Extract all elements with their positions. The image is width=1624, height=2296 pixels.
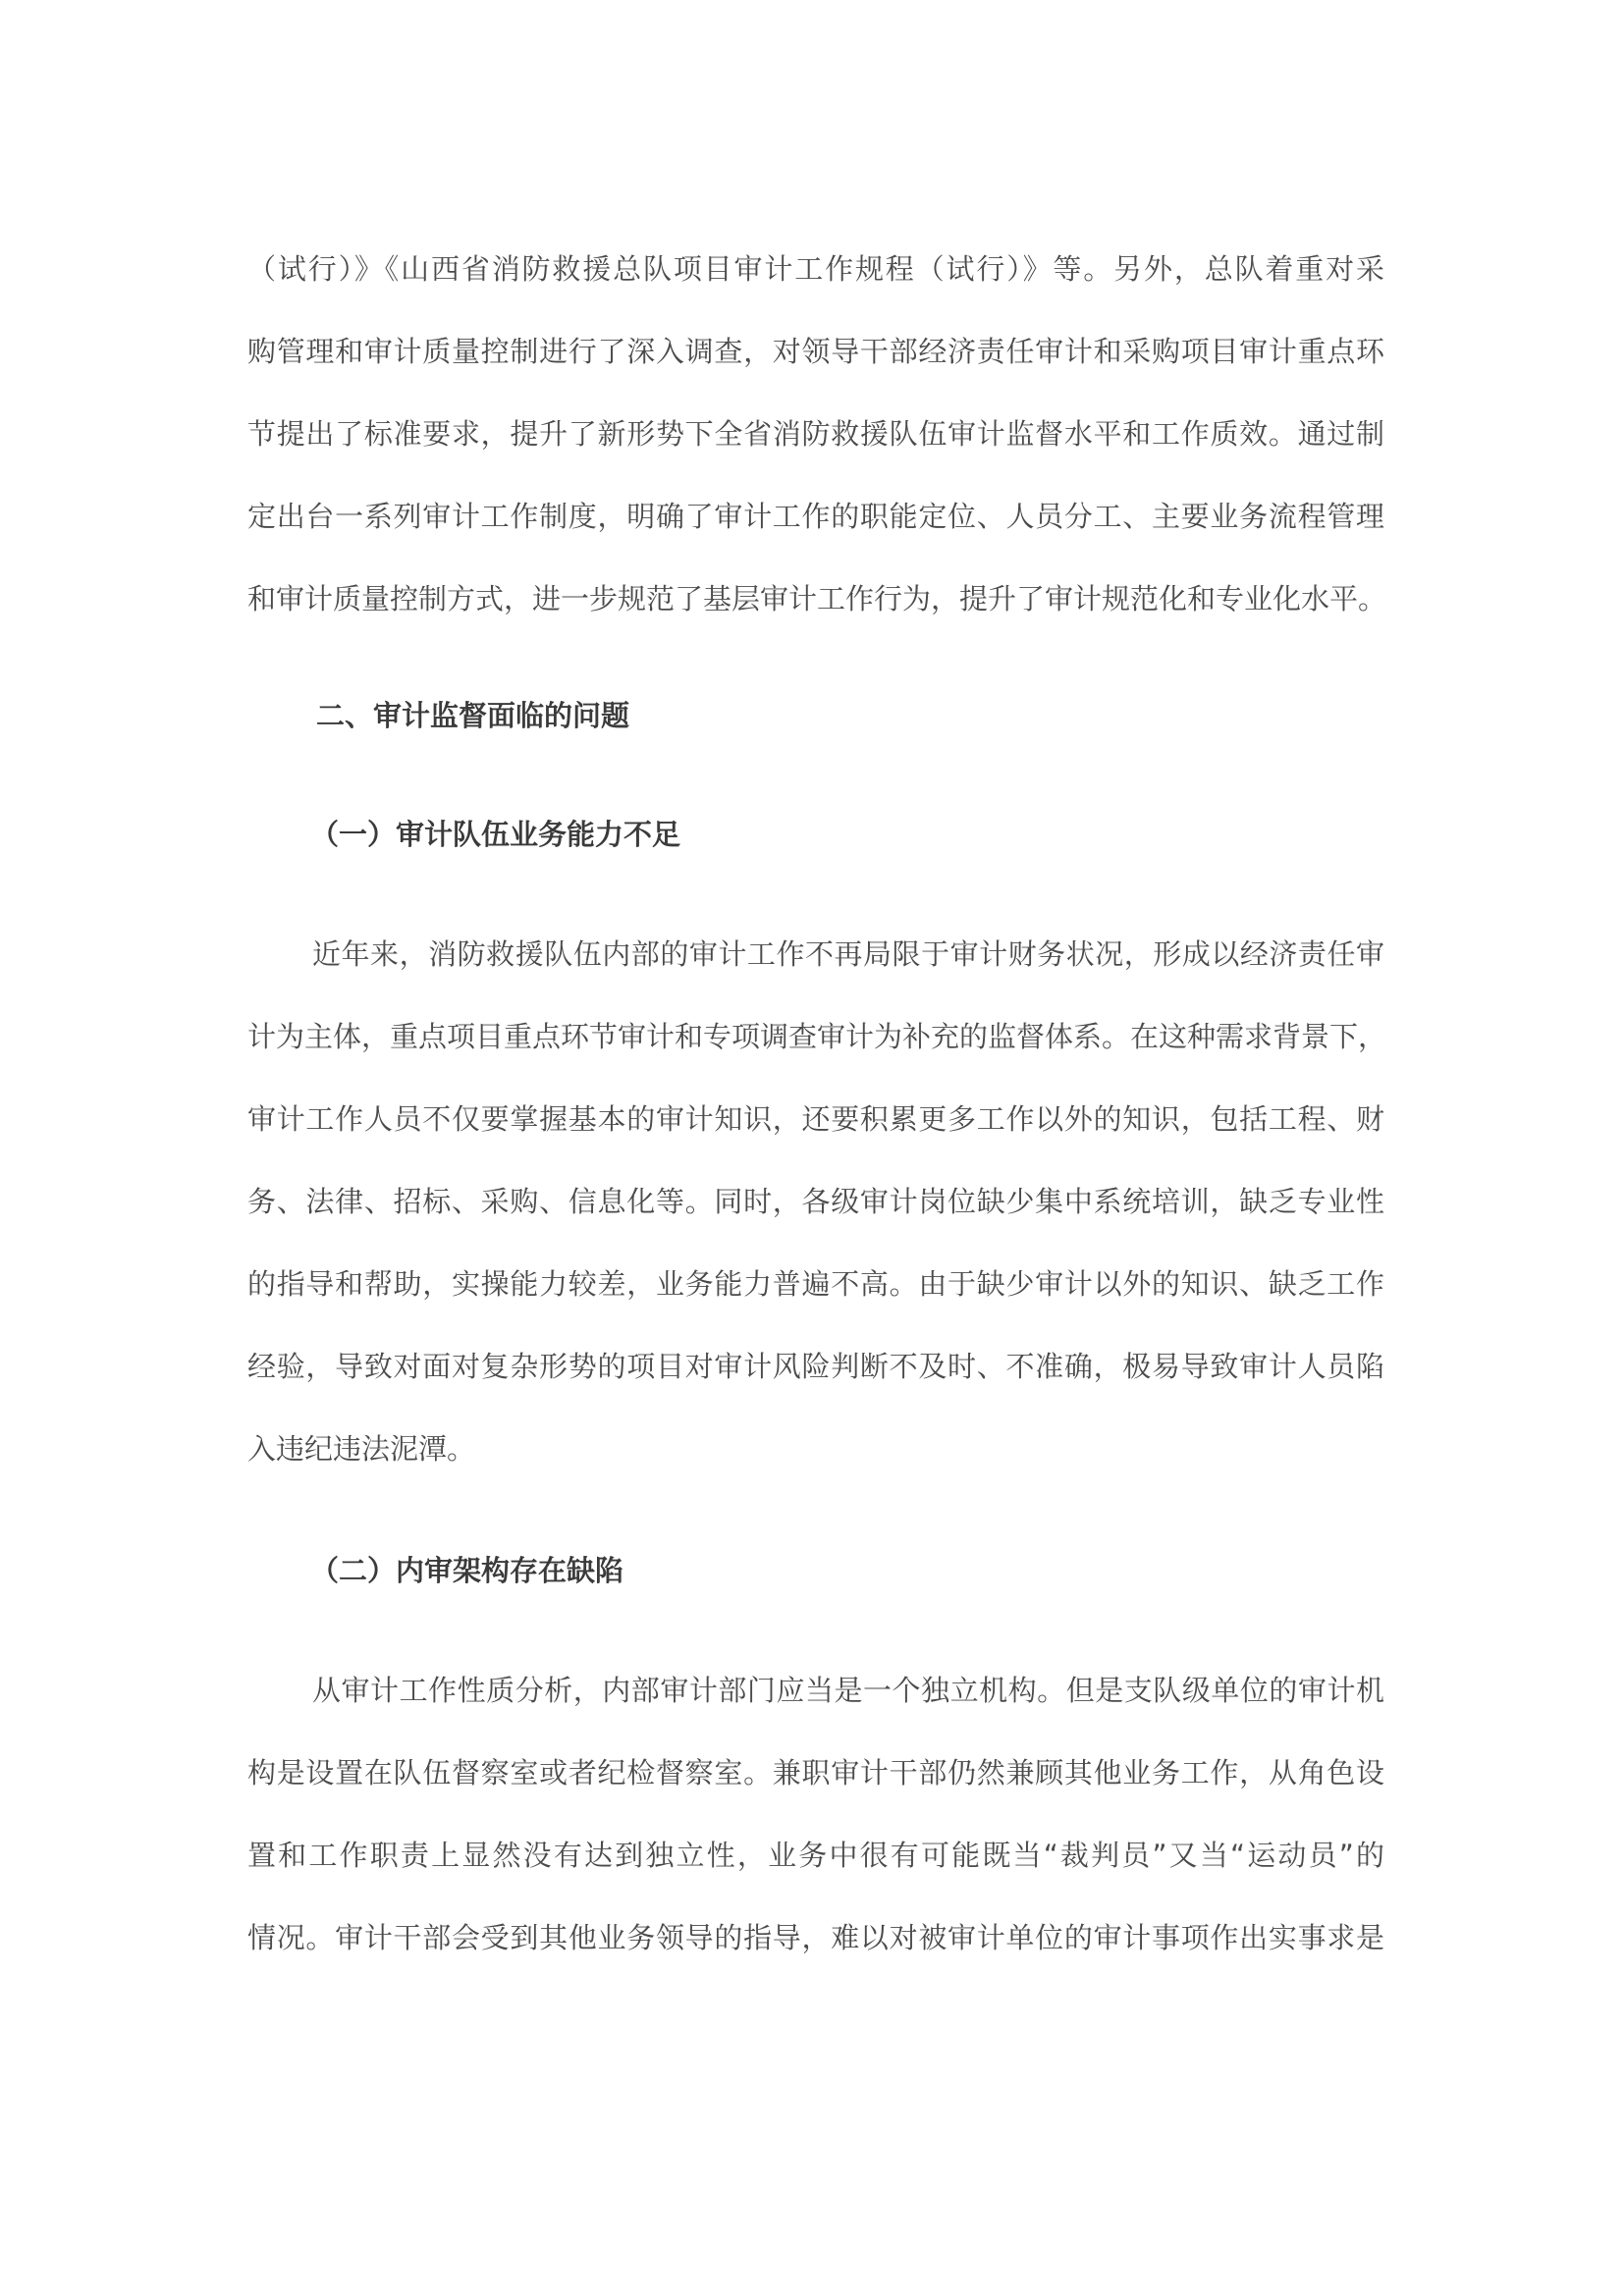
paragraph-line: 近年来，消防救援队伍内部的审计工作不再局限于审计财务状况，形成以经济责任审 (312, 937, 1384, 971)
subsection-heading-2: （二）内审架构存在缺陷 (310, 1554, 624, 1587)
paragraph-line: 计为主体，重点项目重点环节审计和专项调查审计为补充的监督体系。在这种需求背景下， (247, 1020, 1387, 1053)
paragraph-line: （试行）》《山西省消防救援总队项目审计工作规程（试行）》等。另外，总队着重对采 (247, 252, 1384, 286)
paragraph-line: 经验，导致对面对复杂形势的项目对审计风险判断不及时、不准确，极易导致审计人员陷 (247, 1350, 1384, 1383)
paragraph-line: 务、法律、招标、采购、信息化等。同时，各级审计岗位缺少集中系统培训，缺乏专业性 (247, 1185, 1384, 1218)
paragraph-line: 定出台一系列审计工作制度，明确了审计工作的职能定位、人员分工、主要业务流程管理 (247, 500, 1384, 533)
paragraph-line: 置和工作职责上显然没有达到独立性，业务中很有可能既当“裁判员”又当“运动员”的 (247, 1839, 1384, 1872)
section-heading: 二、审计监督面临的问题 (316, 699, 630, 732)
paragraph-line: 入违纪违法泥潭。 (247, 1432, 476, 1466)
paragraph-line: 的指导和帮助，实操能力较差，业务能力普遍不高。由于缺少审计以外的知识、缺乏工作 (247, 1267, 1384, 1301)
subsection-heading-1: （一）审计队伍业务能力不足 (310, 818, 681, 851)
paragraph-line: 审计工作人员不仅要掌握基本的审计知识，还要积累更多工作以外的知识，包括工程、财 (247, 1102, 1384, 1136)
paragraph-line: 构是设置在队伍督察室或者纪检督察室。兼职审计干部仍然兼顾其他业务工作，从角色设 (247, 1756, 1384, 1789)
paragraph-line: 和审计质量控制方式，进一步规范了基层审计工作行为，提升了审计规范化和专业化水平。 (247, 582, 1387, 615)
paragraph-line: 节提出了标准要求，提升了新形势下全省消防救援队伍审计监督水平和工作质效。通过制 (247, 417, 1384, 451)
paragraph-line: 购管理和审计质量控制进行了深入调查，对领导干部经济责任审计和采购项目审计重点环 (247, 335, 1384, 368)
paragraph-line: 情况。审计干部会受到其他业务领导的指导，难以对被审计单位的审计事项作出实事求是 (247, 1921, 1384, 1954)
paragraph-line: 从审计工作性质分析，内部审计部门应当是一个独立机构。但是支队级单位的审计机 (312, 1674, 1384, 1707)
